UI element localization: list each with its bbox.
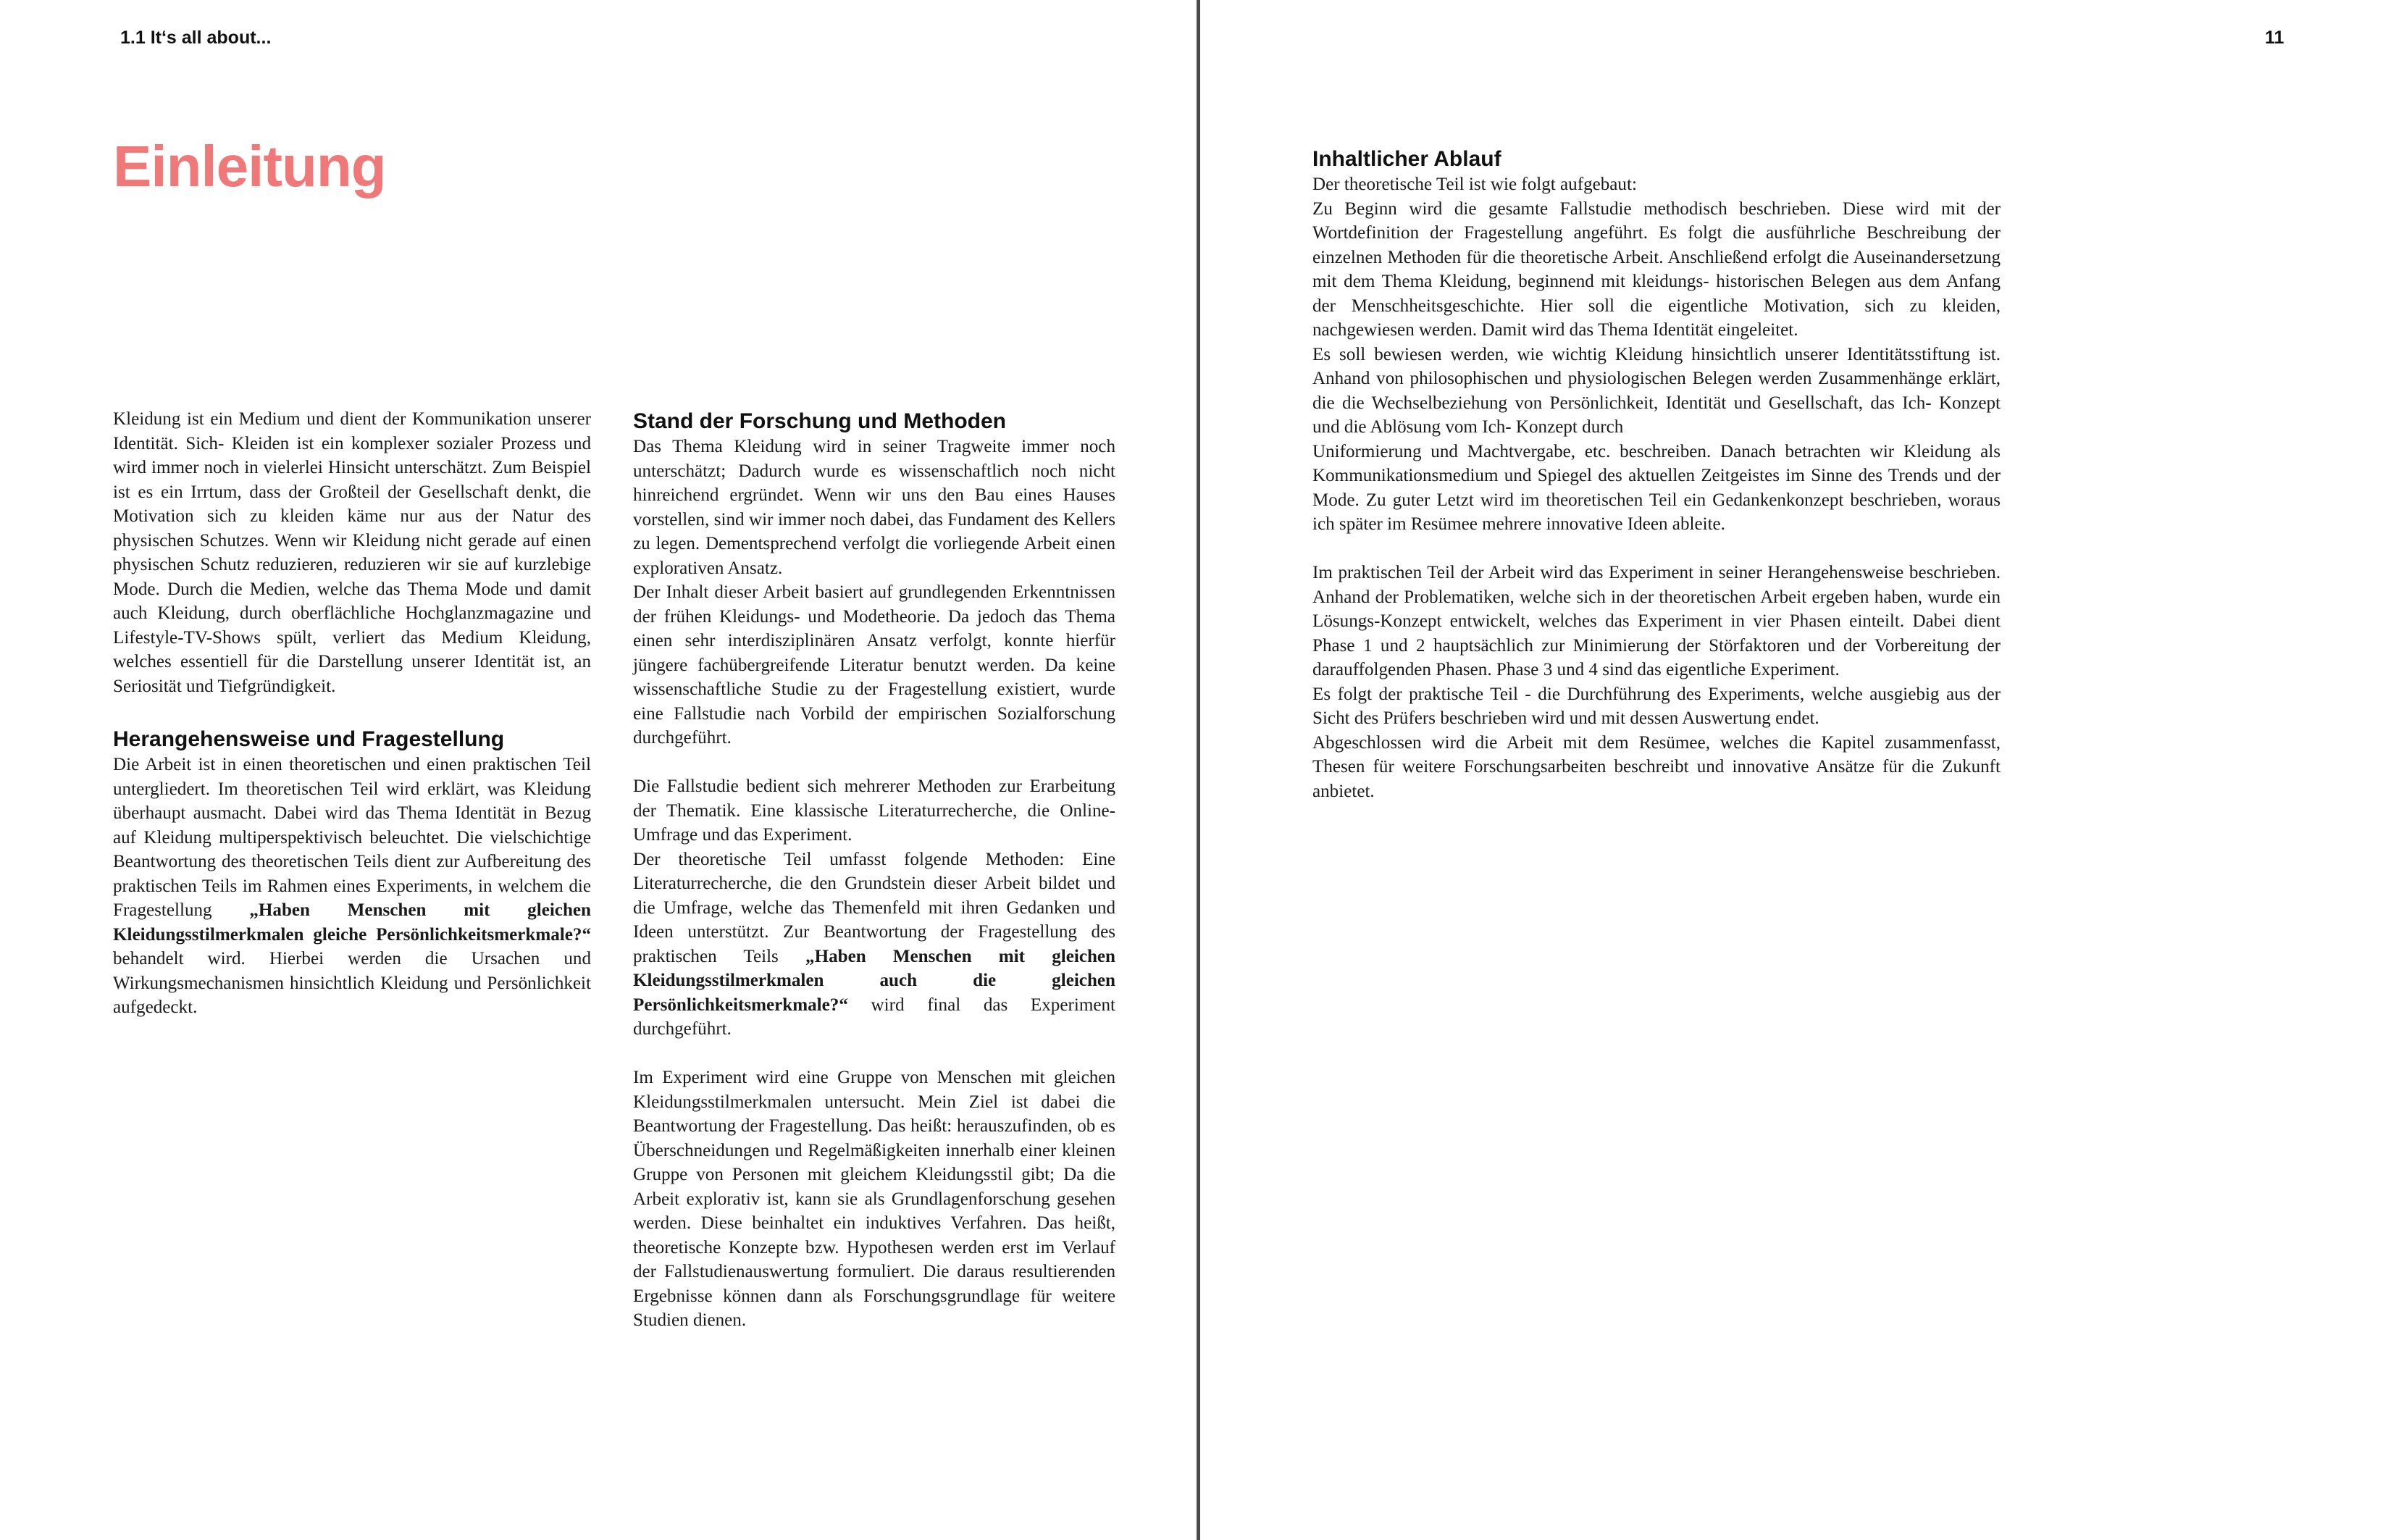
research-question-bold-2: „Haben Menschen mit gleichen Kleidungsstilmerkmalen auch die gleichen Persönlichkeitsmerkmale?“ [633,946,1116,1015]
left-page-column-1 [113,407,591,1020]
outline-paragraph-4: Uniformierung und Machtvergabe, etc. beschreiben. Danach betrachten wir Kleidung als Kommunikationsmedium und Spiegel des aktuellen Zeitgeistes im Sinne des Trends und der Mode. Zu guter Letzt wird im theoretischen Teil ein Gedankenkonzept beschrieben, woraus ich später im Resümee mehrere innovative Ideen ableite. [1312,441,2001,534]
approach-text-end: behandelt wird. Hierbei werden die Ursachen und Wirkungsmechanismen hinsichtlich Kleidung und Persönlichkeit aufgedeckt. [113,949,591,1017]
research-question-bold: „Haben Menschen mit gleichen Kleidungsstilmerkmalen gleiche Persönlichkeitsmerkmale?“ [113,900,591,945]
running-header-chapter: 1.1 It‘s all about... [120,28,272,48]
outline-paragraph-7: Abgeschlossen wird die Arbeit mit dem Resümee, welches die Kapitel zusammenfasst, Thesen für weitere Forschungsarbeiten beschreibt und innovative Ansätze für die Zukunft anbietet. [1312,732,2001,801]
right-page-column [1312,146,2001,803]
research-paragraph-2: Der Inhalt dieser Arbeit basiert auf grundlegenden Erkenntnissen der frühen Kleidungs- und Modetheorie. Da jedoch das Thema einen sehr interdisziplinären Ansatz verfolgt, konnte hierfür jüngere fachübergreifende Literatur benutzt werden. Da keine wissenschaftliche Studie zu der Fragestellung existiert, wurde eine Fallstudie nach Vorbild der empirischen Sozialforschung durchgeführt. [633,582,1115,748]
methods-text-start: Der theoretische Teil umfasst folgende Methoden: Eine Literaturrecherche, die den Grundstein dieser Arbeit bildet und die Umfrage, welche das Themenfeld mit ihren Gedanken und Ideen unterstützt. Zur Beantwortung der Fragestellung des praktischen Teils [633,849,1115,966]
outline-paragraph-3: Es soll bewiesen werden, wie wichtig Kleidung hinsichtlich unserer Identitätsstiftung ist. Anhand von philosophischen und physiologischen Belegen werden Zusammenhänge erklärt, die die Wechselbeziehung von Persönlichkeit, Identität und Gesellschaft, das Ich- Konzept und die Ablösung vom Ich- Konzept durch [1312,344,2001,437]
research-paragraph-3: Die Fallstudie bedient sich mehrerer Methoden zur Erarbeitung der Thematik. Eine klassische Literaturrecherche, die Online-Umfrage und das Experiment. [633,777,1115,845]
section-heading-herangehensweise: Herangehensweise und Fragestellung [113,727,505,751]
approach-text-start: Die Arbeit ist in einen theoretischen und einen praktischen Teil untergliedert. Im theoretischen Teil wird erklärt, was Kleidung überhaupt ausmacht. Dabei wird das Thema Identität in Bezug auf Kleidung multiperspektivisch beleuchtet. Die vielschichtige Beantwortung des theoretischen Teils dient zur Aufbereitung des praktischen Teils im Rahmen eines Experiments, in welchem die Fragestellung [113,755,591,920]
intro-paragraph: Kleidung ist ein Medium und dient der Kommunikation unserer Identität. Sich- Kleiden ist ein komplexer sozialer Prozess und wird immer noch in vielerlei Hinsicht unterschätzt. Zum Beispiel ist es ein Irrtum, dass der Großteil der Gesellschaft denkt, die Motivation sich zu kleiden käme nur aus der Natur des physischen Schutzes. Wenn wir Kleidung nicht gerade auf einen physischen Schutz reduzieren, reduzieren wir sie auf kurzlebige Mode. Durch die Medien, welche das Thema Mode und damit auch Kleidung, durch oberflächliche Hochglanzmagazine und Lifestyle-TV-Shows spült, verliert das Medium Kleidung, welches essentiell für die Darstellung unserer Identität ist, an Seriosität und Tiefgründigkeit. [113,409,591,696]
research-paragraph-5: Im Experiment wird eine Gruppe von Menschen mit gleichen Kleidungsstilmerkmalen untersucht. Mein Ziel ist dabei die Beantwortung der Fragestellung. Das heißt: herauszufinden, ob es Überschneidungen und Regelmäßigkeiten innerhalb einer kleinen Gruppe von Personen mit gleichem Kleidungsstil gibt; Da die Arbeit explorativ ist, kann sie als Grundlagenforschung gesehen werden. Diese beinhaltet ein induktives Verfahren. Das heißt, theoretische Konzepte bzw. Hypothesen werden erst im Verlauf der Fallstudienauswertung formuliert. Die daraus resultierenden Ergebnisse können dann als Forschungsgrundlage für weitere Studien dienen. [633,1068,1115,1330]
outline-paragraph-2: Zu Beginn wird die gesamte Fallstudie methodisch beschrieben. Diese wird mit der Wortdefinition der Fragestellung angeführt. Es folgt die ausführliche Beschreibung der einzelnen Methoden für die theoretische Arbeit. Anschließend erfolgt die Auseinandersetzung mit dem Thema Kleidung, beginnend mit kleidungs- historischen Belegen aus dem Anfang der Menschheitsgeschichte. Hier soll die eigentliche Motivation, sich zu kleiden, nachgewiesen werden. Damit wird das Thema Identität eingeleitet. [1312,198,2001,340]
methods-text-end: wird final das Experiment durchgeführt. [633,995,1115,1039]
research-paragraph-1: Das Thema Kleidung wird in seiner Tragweite immer noch unterschätzt; Dadurch wurde es wissenschaftlich noch nicht hinreichend ergründet. Wenn wir uns den Bau eines Hauses vorstellen, sind wir immer noch dabei, das Fundament des Kellers zu legen. Dementsprechend verfolgt die vorliegende Arbeit einen explorativen Ansatz. [633,437,1115,578]
section-heading-forschung: Stand der Forschung und Methoden [633,409,1006,433]
outline-paragraph-6: Es folgt der praktische Teil - die Durchführung des Experiments, welche ausgiebig aus der Sicht des Prüfers beschrieben wird und mit dessen Auswertung endet. [1312,684,2001,728]
page-title: Einleitung [113,134,386,198]
page-number: 11 [2265,28,2284,48]
outline-paragraph-5: Im praktischen Teil der Arbeit wird das Experiment in seiner Herangehensweise beschrieben. Anhand der Problematiken, welche sich in der theoretischen Arbeit ergeben haben, wurde ein Lösungs-Konzept entwickelt, welches das Experiment in vier Phasen einteilt. Dabei dient Phase 1 und 2 hauptsächlich zur Minimierung der Störfaktoren und der Vorbereitung der darauffolgenden Phasen. Phase 3 und 4 sind das eigentliche Experiment. [1312,563,2001,679]
approach-paragraph [113,753,591,1020]
page-gutter-divider [1197,0,1200,1540]
outline-paragraph-1: Der theoretische Teil ist wie folgt aufgebaut: [1312,175,1637,194]
section-heading-ablauf: Inhaltlicher Ablauf [1312,147,1501,171]
left-page-column-2 [633,409,1115,1333]
research-paragraph-4 [633,848,1115,1042]
